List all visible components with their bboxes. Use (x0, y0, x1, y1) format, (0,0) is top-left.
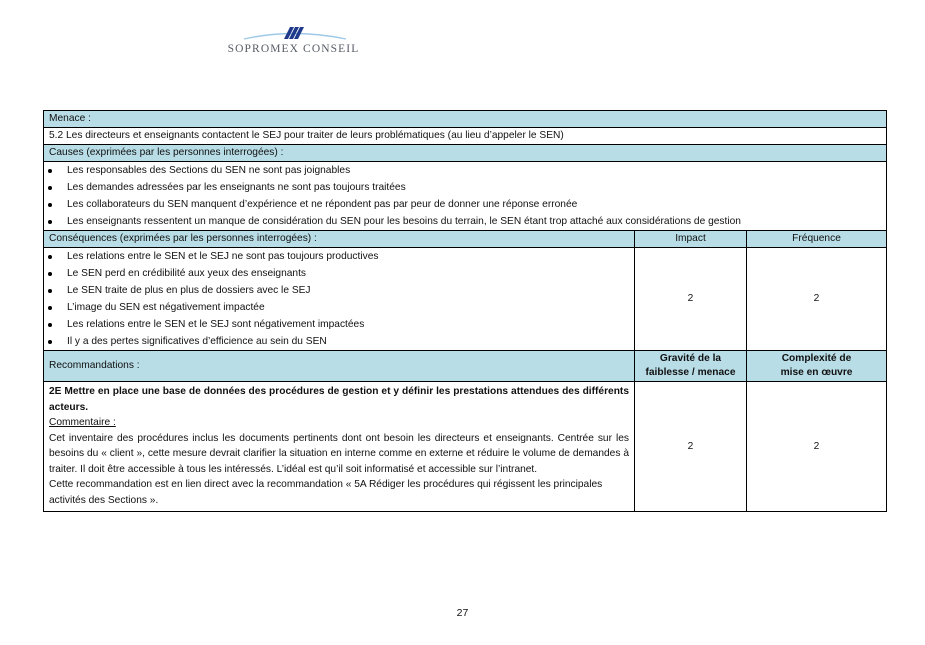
logo-text: SOPROMEX CONSEIL (227, 43, 360, 55)
complexite-value: 2 (747, 382, 887, 512)
recommandations-header-row (44, 351, 887, 382)
consequences-label: Conséquences (exprimées par les personnes interrogées) : (44, 231, 635, 248)
recommendation-title: 2E Mettre en place une base de données des procédures de gestion et y définir les prestations attendues des différents acteurs. (49, 386, 629, 413)
risk-table (43, 110, 887, 512)
bullet-icon (48, 306, 52, 310)
page-number: 27 (456, 607, 469, 619)
menace-number: 5.2 (49, 130, 64, 141)
comment-text: Cet inventaire des procédures inclus les documents pertinents dont ont besoin les directeurs et enseignants. Centrée sur les besoins du « client », cette mesure devrait clarifier la situation en interne comme en externe et réduire le volume de demandes à traiter. Il doit être accessible à tous les intéressés. L’idéal est qu’il soit informatisé et accessible sur l’intranet. (49, 432, 629, 475)
list-item: Le SEN perd en crédibilité aux yeux des enseignants (48, 265, 629, 282)
gravite-value: 2 (635, 382, 747, 512)
list-item: Il y a des pertes significatives d’efficience au sein du SEN (48, 333, 629, 350)
bullet-icon (48, 186, 52, 190)
frequence-value: 2 (747, 248, 887, 351)
menace-text: 5.2 Les directeurs et enseignants contactent le SEJ pour traiter de leurs problématiques (au lieu d’appeler le SEN) (44, 128, 887, 145)
impact-header: Impact (635, 231, 747, 248)
causes-label: Causes (exprimées par les personnes interrogées) : (44, 145, 887, 162)
causes-list (48, 162, 881, 230)
bullet-icon (48, 203, 52, 207)
recommendation-row (44, 382, 887, 512)
list-item: Les demandes adressées par les enseignants ne sont pas toujours traitées (48, 179, 881, 196)
bullet-icon (48, 272, 52, 276)
bullet-icon (48, 289, 52, 293)
bullet-icon (48, 340, 52, 344)
bullet-icon (48, 220, 52, 224)
comment-label: Commentaire : (49, 417, 116, 428)
causes-header-row (44, 145, 887, 162)
consequences-row (44, 248, 887, 351)
consequences-header-row (44, 231, 887, 248)
list-item: L’image du SEN est négativement impactée (48, 299, 629, 316)
menace-label: Menace : (44, 111, 887, 128)
list-item: Le SEN traite de plus en plus de dossiers avec le SEJ (48, 282, 629, 299)
complexite-header: Complexité de mise en œuvre (747, 351, 887, 382)
gravite-header: Gravité de la faiblesse / menace (635, 351, 747, 382)
menace-header-row (44, 111, 887, 128)
menace-row (44, 128, 887, 145)
causes-row (44, 162, 887, 231)
bullet-icon (48, 169, 52, 173)
impact-value: 2 (635, 248, 747, 351)
list-item: Les relations entre le SEN et le SEJ sont négativement impactées (48, 316, 629, 333)
frequence-header: Fréquence (747, 231, 887, 248)
bullet-icon (48, 255, 52, 259)
bullet-icon (48, 323, 52, 327)
list-item: Les responsables des Sections du SEN ne sont pas joignables (48, 162, 881, 179)
slanted-bars-logo-icon (226, 24, 361, 42)
list-item: Les enseignants ressentent un manque de considération du SEN pour les besoins du terrain, le SEN étant trop attaché aux considérations de gestion (48, 213, 881, 230)
list-item: Les collaborateurs du SEN manquent d’expérience et ne répondent pas par peur de donner une réponse erronée (48, 196, 881, 213)
recommendation-cell (44, 382, 635, 512)
recommandations-label: Recommandations : (44, 351, 635, 382)
consequences-list (48, 248, 629, 350)
list-item: Les relations entre le SEN et le SEJ ne sont pas toujours productives (48, 248, 629, 265)
recommendation-link-text: Cette recommandation est en lien direct avec la recommandation « 5A Rédiger les procédures qui régissent les principales activités des Sections ». (49, 479, 603, 506)
company-logo (226, 24, 361, 60)
